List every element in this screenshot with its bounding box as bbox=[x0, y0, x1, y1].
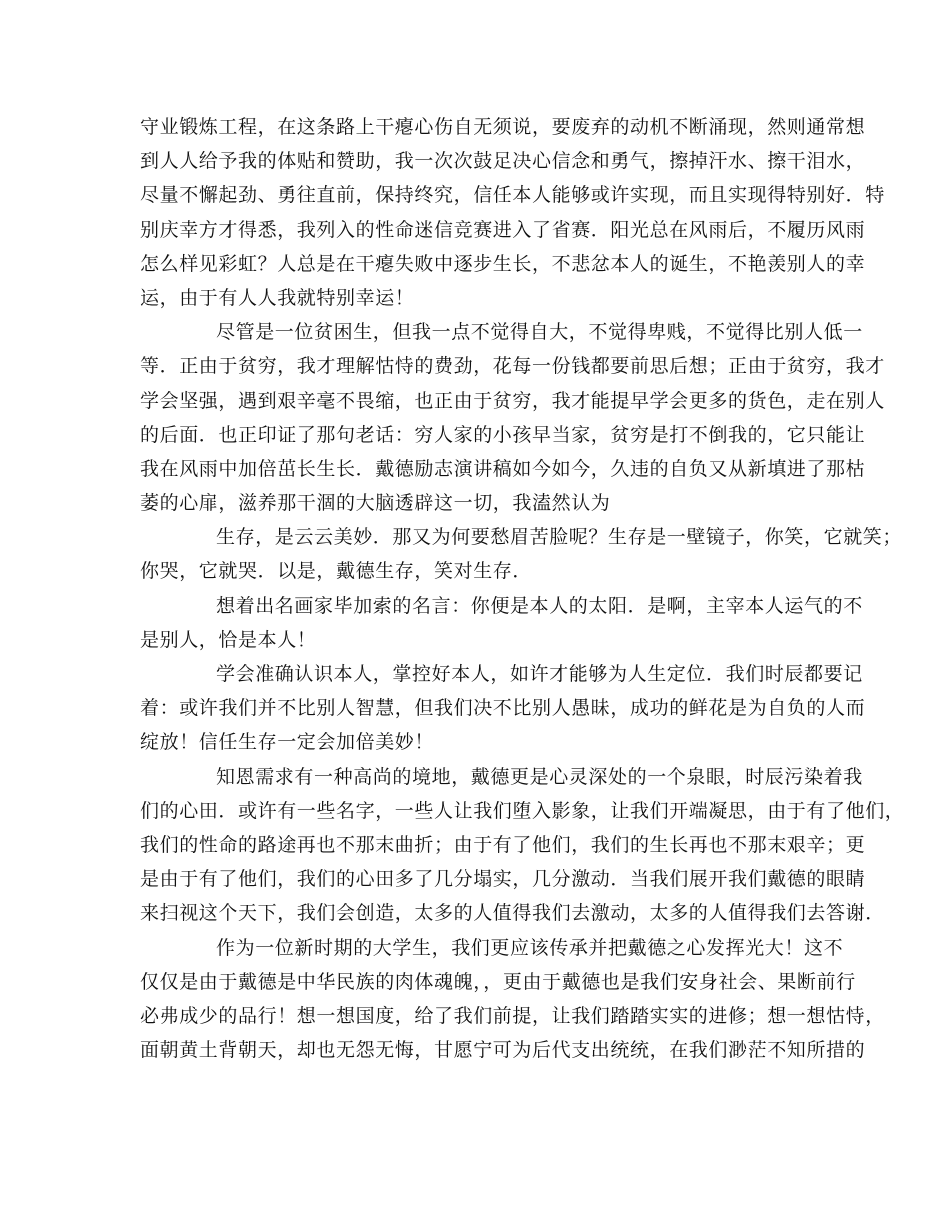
text-line: 是别人，恰是本人！ bbox=[140, 628, 317, 651]
text-line: 仅仅是由于戴德是中华民族的肉体魂魄，，更由于戴德也是我们安身社会、果断前行 bbox=[140, 970, 856, 993]
text-line: 必弗成少的品行！想一想国度，给了我们前提，让我们踏踏实实的进修；想一想怙恃， bbox=[140, 1004, 885, 1027]
text-line: 学会坚强，遇到艰辛毫不畏缩，也正由于贫穷，我才能提早学会更多的货色，走在别人 bbox=[140, 389, 885, 412]
text-line: 生存，是云云美妙．那又为何要愁眉苦脸呢？生存是一壁镜子，你笑，它就笑； bbox=[216, 526, 903, 549]
text-line: 别庆幸方才得悉，我列入的性命迷信竞赛进入了省赛．阳光总在风雨后，不履历风雨 bbox=[140, 218, 866, 241]
text-line: 怎么样见彩虹？人总是在干瘪失败中逐步生长，不悲忿本人的诞生，不艳羡别人的幸 bbox=[140, 252, 866, 275]
text-line: 作为一位新时期的大学生，我们更应该传承并把戴德之心发挥光大！这不 bbox=[216, 936, 844, 959]
text-line: 是由于有了他们，我们的心田多了几分塌实，几分激动．当我们展开我们戴德的眼睛 bbox=[140, 868, 866, 891]
text-line: 到人人给予我的体贴和赞助，我一次次鼓足决心信念和勇气，擦掉汗水、擦干泪水， bbox=[140, 150, 866, 173]
text-line: 守业锻炼工程，在这条路上干瘪心伤自无须说，要废弃的动机不断涌现，然则通常想 bbox=[140, 116, 866, 138]
text-line: 尽管是一位贫困生，但我一点不觉得自大，不觉得卑贱，不觉得比别人低一 bbox=[216, 321, 863, 344]
text-line: 尽量不懈起劲、勇往直前，保持终究，信任本人能够或许实现，而且实现得特别好．特 bbox=[140, 184, 885, 207]
text-line: 学会准确认识本人，掌控好本人，如许才能够为人生定位．我们时辰都要记 bbox=[216, 663, 863, 685]
text-line: 你哭，它就哭．以是，戴德生存，笑对生存． bbox=[140, 560, 533, 583]
text-line: 们的心田．或许有一些名字，一些人让我们堕入影象，让我们开端凝思，由于有了他们， bbox=[140, 799, 905, 822]
text-line: 绽放！信任生存一定会加倍美妙！ bbox=[140, 731, 435, 754]
text-line: 着：或许我们并不比别人智慧，但我们决不比别人愚昧，成功的鲜花是为自负的人而 bbox=[140, 697, 866, 720]
text-line: 我们的性命的路途再也不那末曲折；由于有了他们，我们的生长再也不那末艰辛；更 bbox=[140, 833, 866, 856]
text-line: 知恩需求有一种高尚的境地，戴德更是心灵深处的一个泉眼，时辰污染着我 bbox=[216, 765, 863, 788]
text-line: 想着出名画家毕加索的名言：你便是本人的太阳．是啊，主宰本人运气的不 bbox=[216, 594, 863, 617]
text-line: 等．正由于贫穷，我才理解怙恃的费劲，花每一份钱都要前思后想；正由于贫穷，我才 bbox=[140, 355, 885, 378]
body-text bbox=[140, 110, 905, 1067]
text-line: 我在风雨中加倍茁长生长．戴德励志演讲稿如今如今，久违的自负又从新填进了那枯 bbox=[140, 457, 866, 480]
text-line: 运，由于有人人我就特别幸运！ bbox=[140, 286, 415, 309]
text-line: 萎的心扉，滋养那干涸的大脑透辟这一切，我溘然认为 bbox=[140, 492, 611, 515]
text-line: 面朝黄土背朝天，却也无怨无悔，甘愿宁可为后代支出统统，在我们渺茫不知所措的 bbox=[140, 1039, 866, 1062]
text-line: 的后面．也正印证了那句老话：穷人家的小孩早当家，贫穷是打不倒我的，它只能让 bbox=[140, 423, 866, 446]
text-line: 来扫视这个天下，我们会创造，太多的人值得我们去激动，太多的人值得我们去答谢． bbox=[140, 902, 885, 925]
